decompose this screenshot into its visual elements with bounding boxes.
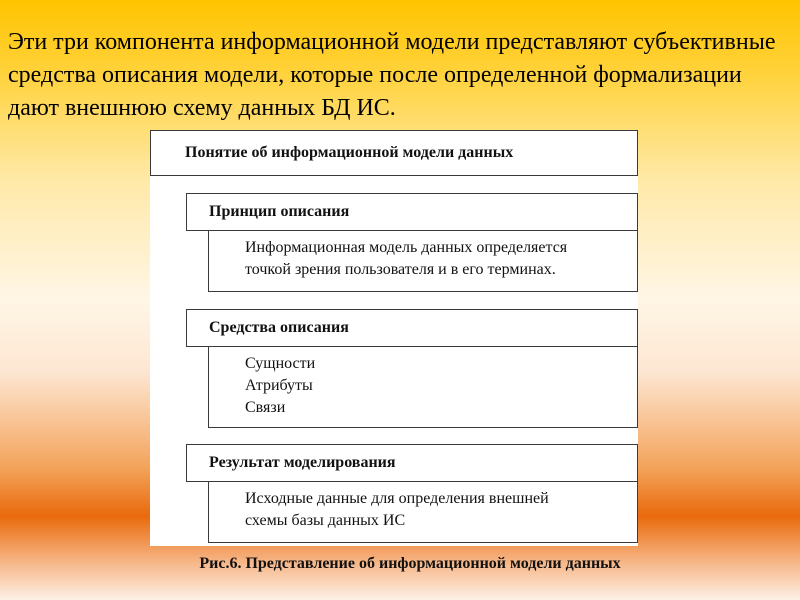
information-model-diagram <box>150 130 638 546</box>
figure-caption: Рис.6. Представление об информационной модели данных <box>199 555 621 572</box>
section-content-description-principle <box>208 230 638 292</box>
section-line: точкой зрения пользователя и в его терминах. <box>245 261 556 278</box>
section-line: Связи <box>245 399 286 416</box>
section-line: Атрибуты <box>245 377 313 394</box>
section-line: Информационная модель данных определяется <box>245 239 568 256</box>
section-content-description-means <box>208 346 638 428</box>
section-heading-description-principle: Принцип описания <box>186 193 638 231</box>
section-heading-description-means: Средства описания <box>186 309 638 347</box>
intro-paragraph: Эти три компонента информационной модели представляют субъективные средства описания модели, которые после определенной формализации дают внешнюю схему данных БД ИС. <box>8 29 776 121</box>
section-heading-modeling-result: Результат моделирования <box>186 444 638 482</box>
section-content-modeling-result <box>208 481 638 543</box>
section-line: схемы базы данных ИС <box>245 512 406 529</box>
diagram-title: Понятие об информационной модели данных <box>150 130 638 176</box>
section-line: Исходные данные для определения внешней <box>245 490 549 507</box>
section-line: Сущности <box>245 355 316 372</box>
